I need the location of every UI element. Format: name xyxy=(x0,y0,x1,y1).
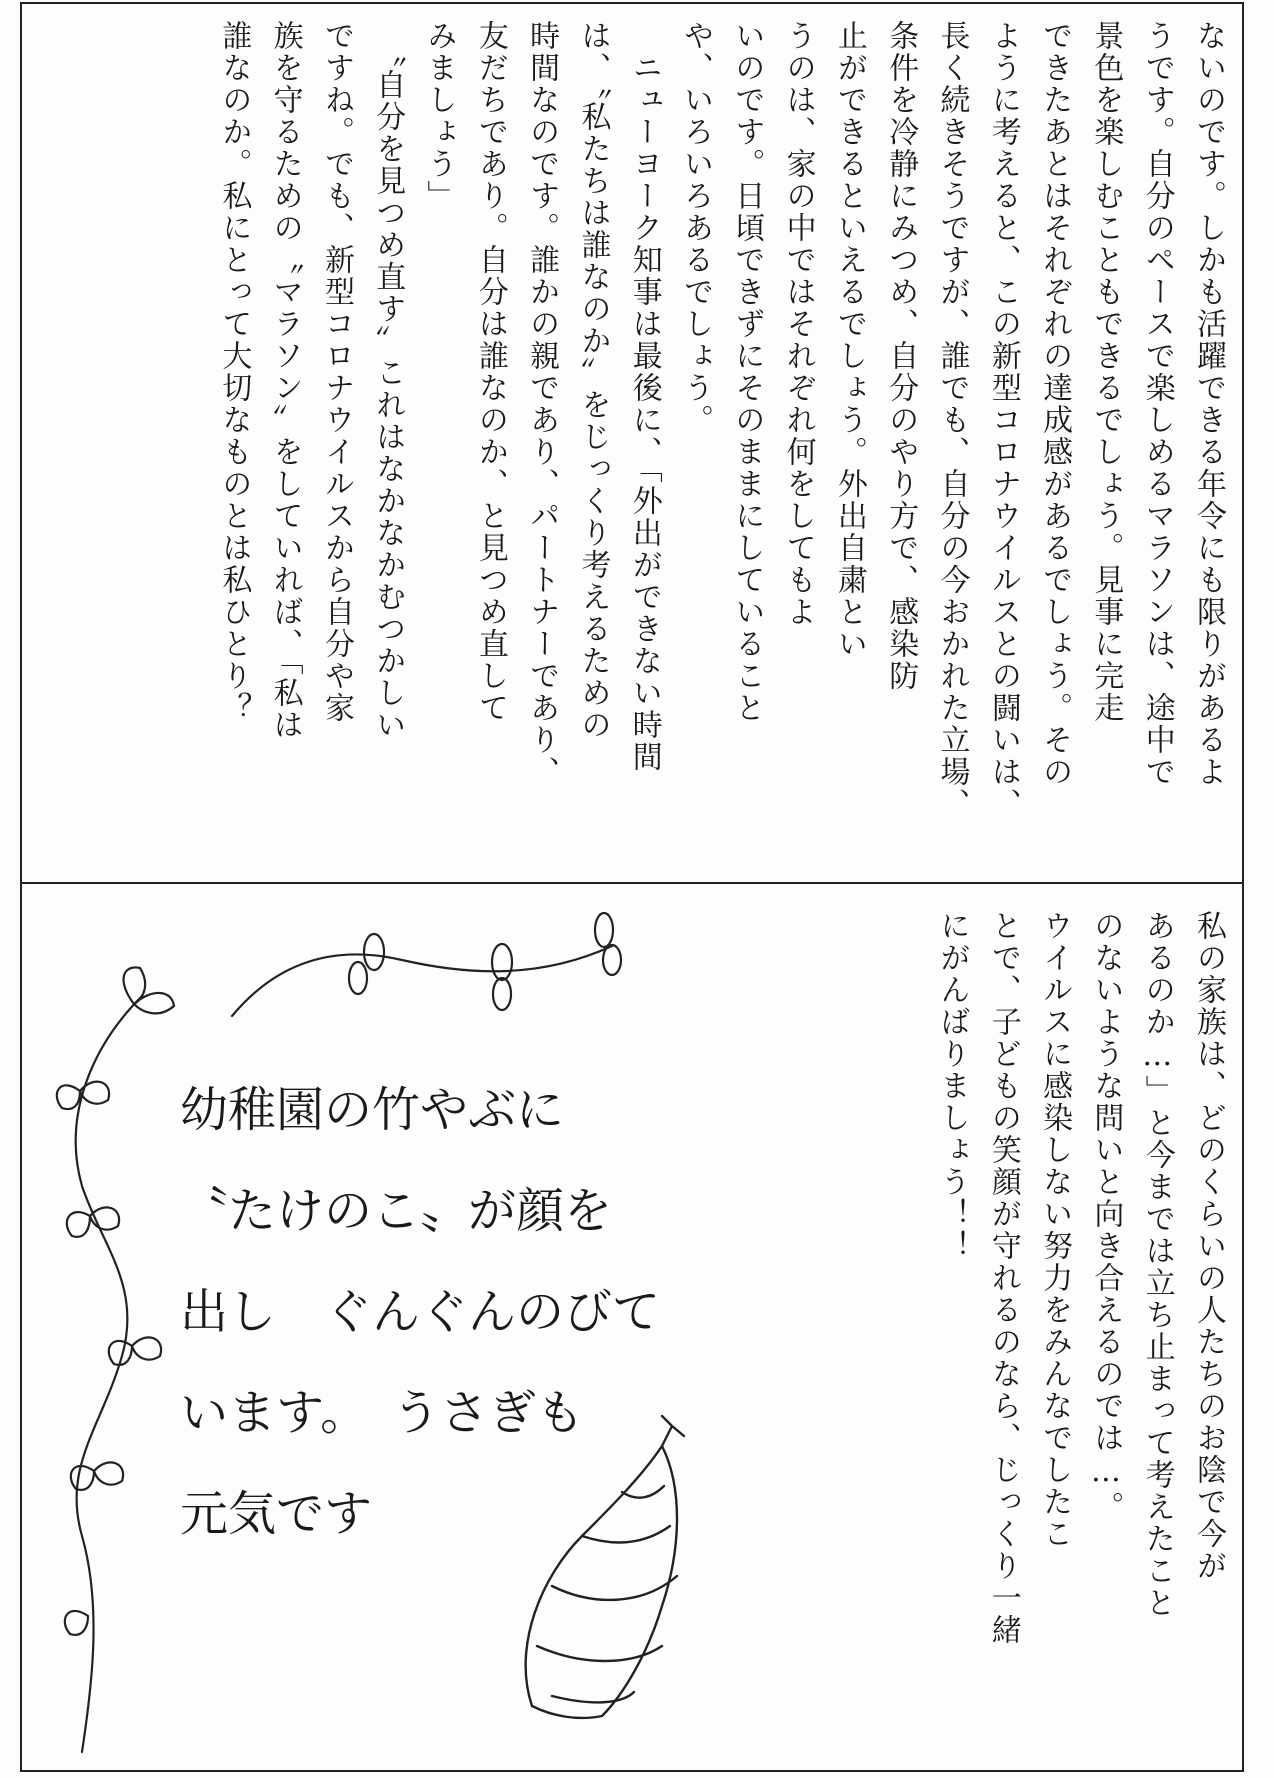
vine-icon xyxy=(57,967,174,1752)
article-lower-text: 私の家族は、どのくらいの人たちのお陰で今が あるのか…」と今までは立ち止まって考えたこと のないような問いと向き合えるのでは…。 ウイルスに感染しない努力をみんなでしたこ とで、子どもの笑顔が守れるのなら、じっくり一緒 にがんばりましょう！！ xyxy=(934,910,1226,1646)
caption-line: 〝たけのこ〟が顔を xyxy=(180,1183,613,1239)
article-upper-text: ないのです。しかも活躍できる年令にも限りがあるよ うです。自分のペースで楽しめるマラソンは、途中で 景色を楽しむこともできるでしょう。見事に完走 できたあとはそれぞれの達成感があるでしょう。その ように考えると、この新型コロナウイルスとの闘いは、 長く続きそうですが、誰でも、自分の今おかれた立場、 条件を冷静にみつめ、自分のやり方で、感染防 止ができるといえるでしょう。外出自粛とい うのは、家の中ではそれぞれ何をしてもよ いのです。日頃できずにそのままにしていること や、いろいろあるでしょう。 ニューヨーク知事は最後に、「外出ができない時間 は、〝私たちは誰なのか〟をじっくり考えるための 時間なのです。誰かの親であり、パートナーであり、 友だちであり。自分は誰なのか、と見つめ直して みましょう」 〝自分を見つめ直す〟これはなかなかむつかしい ですね。でも、新型コロナウイルスから自分や家 族を守るための〝マラソン〟をしていれば、「私は 誰なのか。私にとって大切なものとは私ひとり？ xyxy=(216,20,1226,820)
caption-line: 幼稚園の竹やぶに xyxy=(180,1082,565,1138)
illustration-caption xyxy=(180,1060,780,1565)
caption-line: 元気です xyxy=(180,1486,373,1542)
garland-icon xyxy=(232,913,621,1016)
section-divider xyxy=(20,882,1244,884)
caption-line: います。 うさぎも xyxy=(180,1385,585,1441)
caption-line: 出し ぐんぐんのびて xyxy=(180,1284,661,1340)
